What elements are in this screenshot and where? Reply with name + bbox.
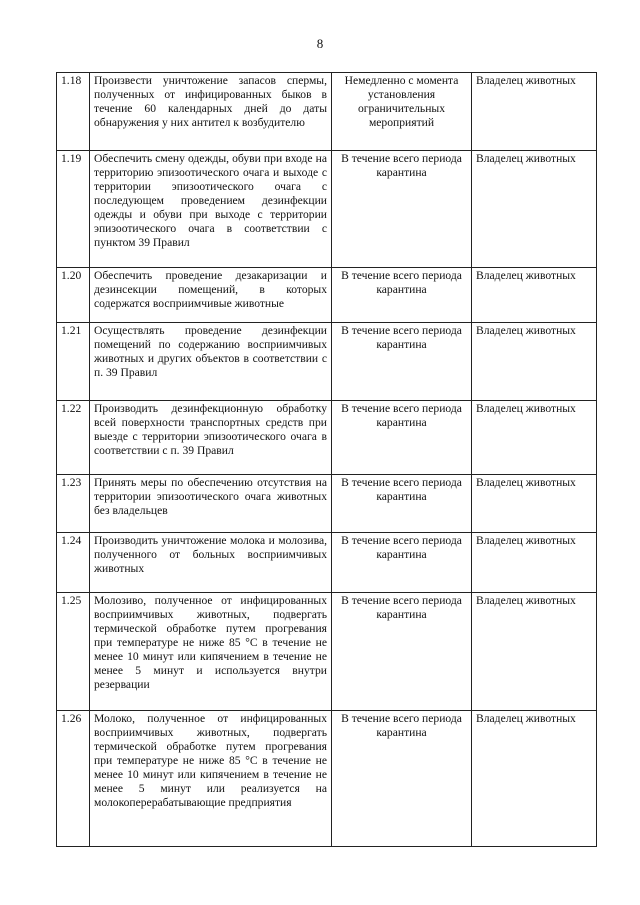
row-responsible: Владелец животных	[472, 593, 597, 711]
row-number: 1.20	[57, 268, 90, 323]
table-row	[57, 401, 597, 475]
row-responsible: Владелец животных	[472, 268, 597, 323]
row-responsible: Владелец животных	[472, 151, 597, 268]
row-number: 1.26	[57, 711, 90, 847]
table-row	[57, 593, 597, 711]
table-row	[57, 73, 597, 151]
row-responsible: Владелец животных	[472, 711, 597, 847]
row-number: 1.24	[57, 533, 90, 593]
row-action: Производить дезинфекционную обработку всей поверхности транспортных средств при выезде с территории эпизоотического очага в соответствии с п. 39 Правил	[90, 401, 332, 475]
page-number: 8	[316, 36, 324, 51]
row-number: 1.25	[57, 593, 90, 711]
row-responsible: Владелец животных	[472, 73, 597, 151]
row-responsible: Владелец животных	[472, 475, 597, 533]
row-term: В течение всего периода карантина	[332, 593, 472, 711]
row-action: Производить уничтожение молока и молозива, полученного от больных восприимчивых животных	[90, 533, 332, 593]
row-action: Обеспечить смену одежды, обуви при входе на территорию эпизоотического очага и выходе с территории эпизоотического очага с последующем проведением дезинфекции одежды и обуви при выходе с территории эпизоотического очага в соответствии с пунктом 39 Правил	[90, 151, 332, 268]
row-action: Молозиво, полученное от инфицированных восприимчивых животных, подвергать термической обработке путем прогревания при температуре не ниже 85 °С в течение не менее 10 минут или кипячением в течение не менее 5 минут и используется внутри резервации	[90, 593, 332, 711]
row-number: 1.23	[57, 475, 90, 533]
row-action: Произвести уничтожение запасов спермы, полученных от инфицированных быков в течение 60 календарных дней до даты обнаружения у них антител к возбудителю	[90, 73, 332, 151]
row-term: В течение всего периода карантина	[332, 323, 472, 401]
row-term: В течение всего периода карантина	[332, 401, 472, 475]
row-responsible: Владелец животных	[472, 533, 597, 593]
row-action: Осуществлять проведение дезинфекции помещений по содержанию восприимчивых животных и других объектов в соответствии с п. 39 Правил	[90, 323, 332, 401]
row-term: В течение всего периода карантина	[332, 533, 472, 593]
row-action: Принять меры по обеспечению отсутствия на территории эпизоотического очага животных без владельцев	[90, 475, 332, 533]
measures-table	[56, 72, 597, 847]
row-number: 1.19	[57, 151, 90, 268]
row-number: 1.21	[57, 323, 90, 401]
row-action: Молоко, полученное от инфицированных восприимчивых животных, подвергать термической обработке путем прогревания при температуре не ниже 85 °С в течение не менее 10 минут или кипячением в течение не менее 5 минут или реализуется на молокоперерабатывающие предприятия	[90, 711, 332, 847]
table-row	[57, 268, 597, 323]
table-row	[57, 711, 597, 847]
row-term: В течение всего периода карантина	[332, 475, 472, 533]
row-term: Немедленно с момента установления ограничительных мероприятий	[332, 73, 472, 151]
row-number: 1.18	[57, 73, 90, 151]
table-row	[57, 151, 597, 268]
row-responsible: Владелец животных	[472, 323, 597, 401]
row-responsible: Владелец животных	[472, 401, 597, 475]
row-number: 1.22	[57, 401, 90, 475]
table-row	[57, 475, 597, 533]
row-action: Обеспечить проведение дезакаризации и дезинсекции помещений, в которых содержатся восприимчивые животные	[90, 268, 332, 323]
table-row	[57, 323, 597, 401]
row-term: В течение всего периода карантина	[332, 711, 472, 847]
row-term: В течение всего периода карантина	[332, 151, 472, 268]
row-term: В течение всего периода карантина	[332, 268, 472, 323]
table-row	[57, 533, 597, 593]
